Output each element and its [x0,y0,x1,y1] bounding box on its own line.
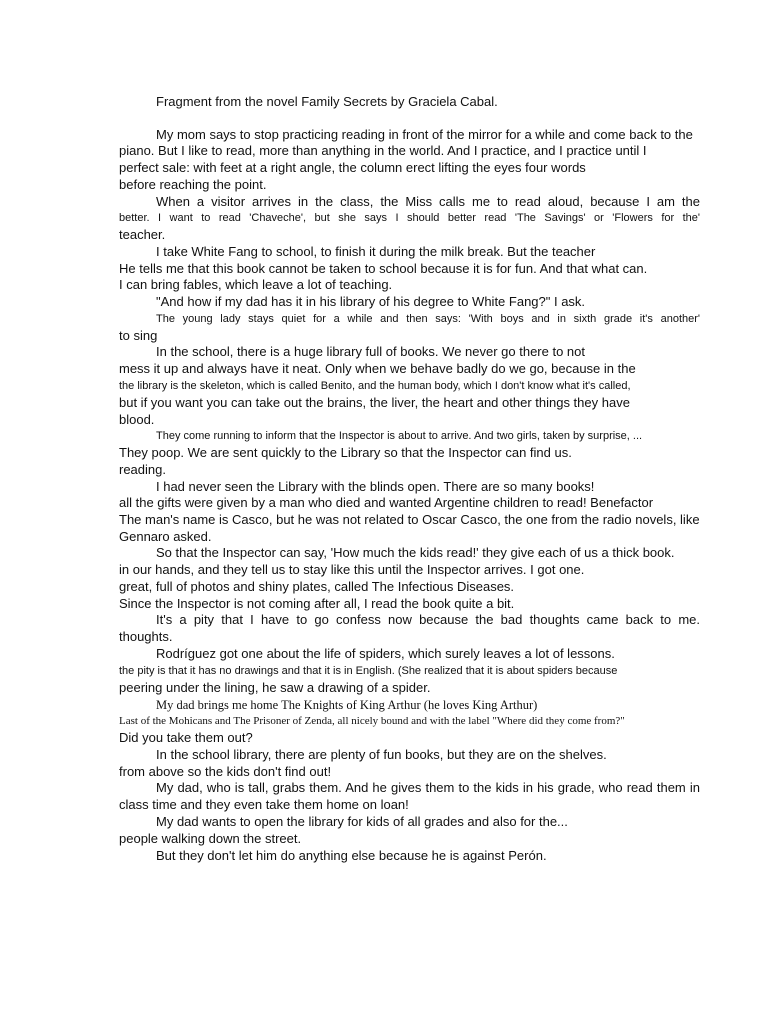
text-line: My dad wants to open the library for kids of all grades and also for the... [156,814,568,829]
text-line: from above so the kids don't find out! [119,764,332,779]
text-line: I had never seen the Library with the blinds open. There are so many books! [156,479,595,494]
text-line: It's a pity that I have to go confess now because the bad thoughts came back to me. [156,612,700,627]
text-line: Rodríguez got one about the life of spiders, which surely leaves a lot of lessons. [156,646,615,661]
text-line: before reaching the point. [119,177,267,192]
text-line: thoughts. [119,629,173,644]
text-line: to sing [119,328,158,343]
text-line: They poop. We are sent quickly to the Library so that the Inspector can find us. [119,445,572,460]
text-line: class time and they even take them home on loan! [119,797,409,812]
text-line: but if you want you can take out the brains, the liver, the heart and other things they have [119,395,630,410]
text-line: piano. But I like to read, more than anything in the world. And I practice, and I practice until I [119,143,647,158]
text-line: When a visitor arrives in the class, the Miss calls me to read aloud, because I am the [156,194,700,209]
text-line: My dad, who is tall, grabs them. And he gives them to the kids in his grade, who read them in [156,780,700,795]
text-line: "And how if my dad has it in his library of his degree to White Fang?" I ask. [156,294,586,309]
text-line: The young lady stays quiet for a while and then says: 'With boys and in sixth grade it's another' [156,313,700,325]
text-line: I take White Fang to school, to finish it during the milk break. But the teacher [156,244,596,259]
text-line: He tells me that this book cannot be taken to school because it is for fun. And that what can. [119,261,648,276]
text-line: But they don't let him do anything else because he is against Perón. [156,848,547,863]
text-line: great, full of photos and shiny plates, called The Infectious Diseases. [119,579,515,594]
text-line: the library is the skeleton, which is called Benito, and the human body, which I don't know what it's called, [119,380,631,392]
text-line: My dad brings me home The Knights of King Arthur (he loves King Arthur) [156,698,538,712]
text-line: Gennaro asked. [119,529,212,544]
text-line: the pity is that it has no drawings and that it is in English. (She realized that it is about spiders because [119,665,618,677]
text-line: blood. [119,412,155,427]
text-line: people walking down the street. [119,831,302,846]
text-line: peering under the lining, he saw a drawing of a spider. [119,680,431,695]
text-line: Did you take them out? [119,730,253,745]
text-line: mess it up and always have it neat. Only when we behave badly do we go, because in the [119,361,636,376]
text-line: Last of the Mohicans and The Prisoner of Zenda, all nicely bound and with the label "Where did they come from?" [119,715,625,727]
text-line: So that the Inspector can say, 'How much the kids read!' they give each of us a thick book. [156,545,675,560]
text-line: In the school library, there are plenty of fun books, but they are on the shelves. [156,747,607,762]
document-title: Fragment from the novel Family Secrets by Graciela Cabal. [156,94,498,109]
text-line: My mom says to stop practicing reading in front of the mirror for a while and come back to the [156,127,693,142]
text-line: perfect sale: with feet at a right angle, the column erect lifting the eyes four words [119,160,586,175]
text-line: all the gifts were given by a man who died and wanted Argentine children to read! Benefactor [119,495,654,510]
text-line: reading. [119,462,166,477]
text-line: better. I want to read 'Chaveche', but she says I should better read 'The Savings' or 'Flowers for the' [119,212,700,224]
text-line: in our hands, and they tell us to stay like this until the Inspector arrives. I got one. [119,562,585,577]
text-line: The man's name is Casco, but he was not related to Oscar Casco, the one from the radio novels, like [119,512,700,527]
text-line: I can bring fables, which leave a lot of teaching. [119,277,393,292]
text-line: Since the Inspector is not coming after all, I read the book quite a bit. [119,596,515,611]
text-line: They come running to inform that the Inspector is about to arrive. And two girls, taken by surprise, ... [156,430,643,442]
text-line: In the school, there is a huge library full of books. We never go there to not [156,344,586,359]
text-line: teacher. [119,227,166,242]
